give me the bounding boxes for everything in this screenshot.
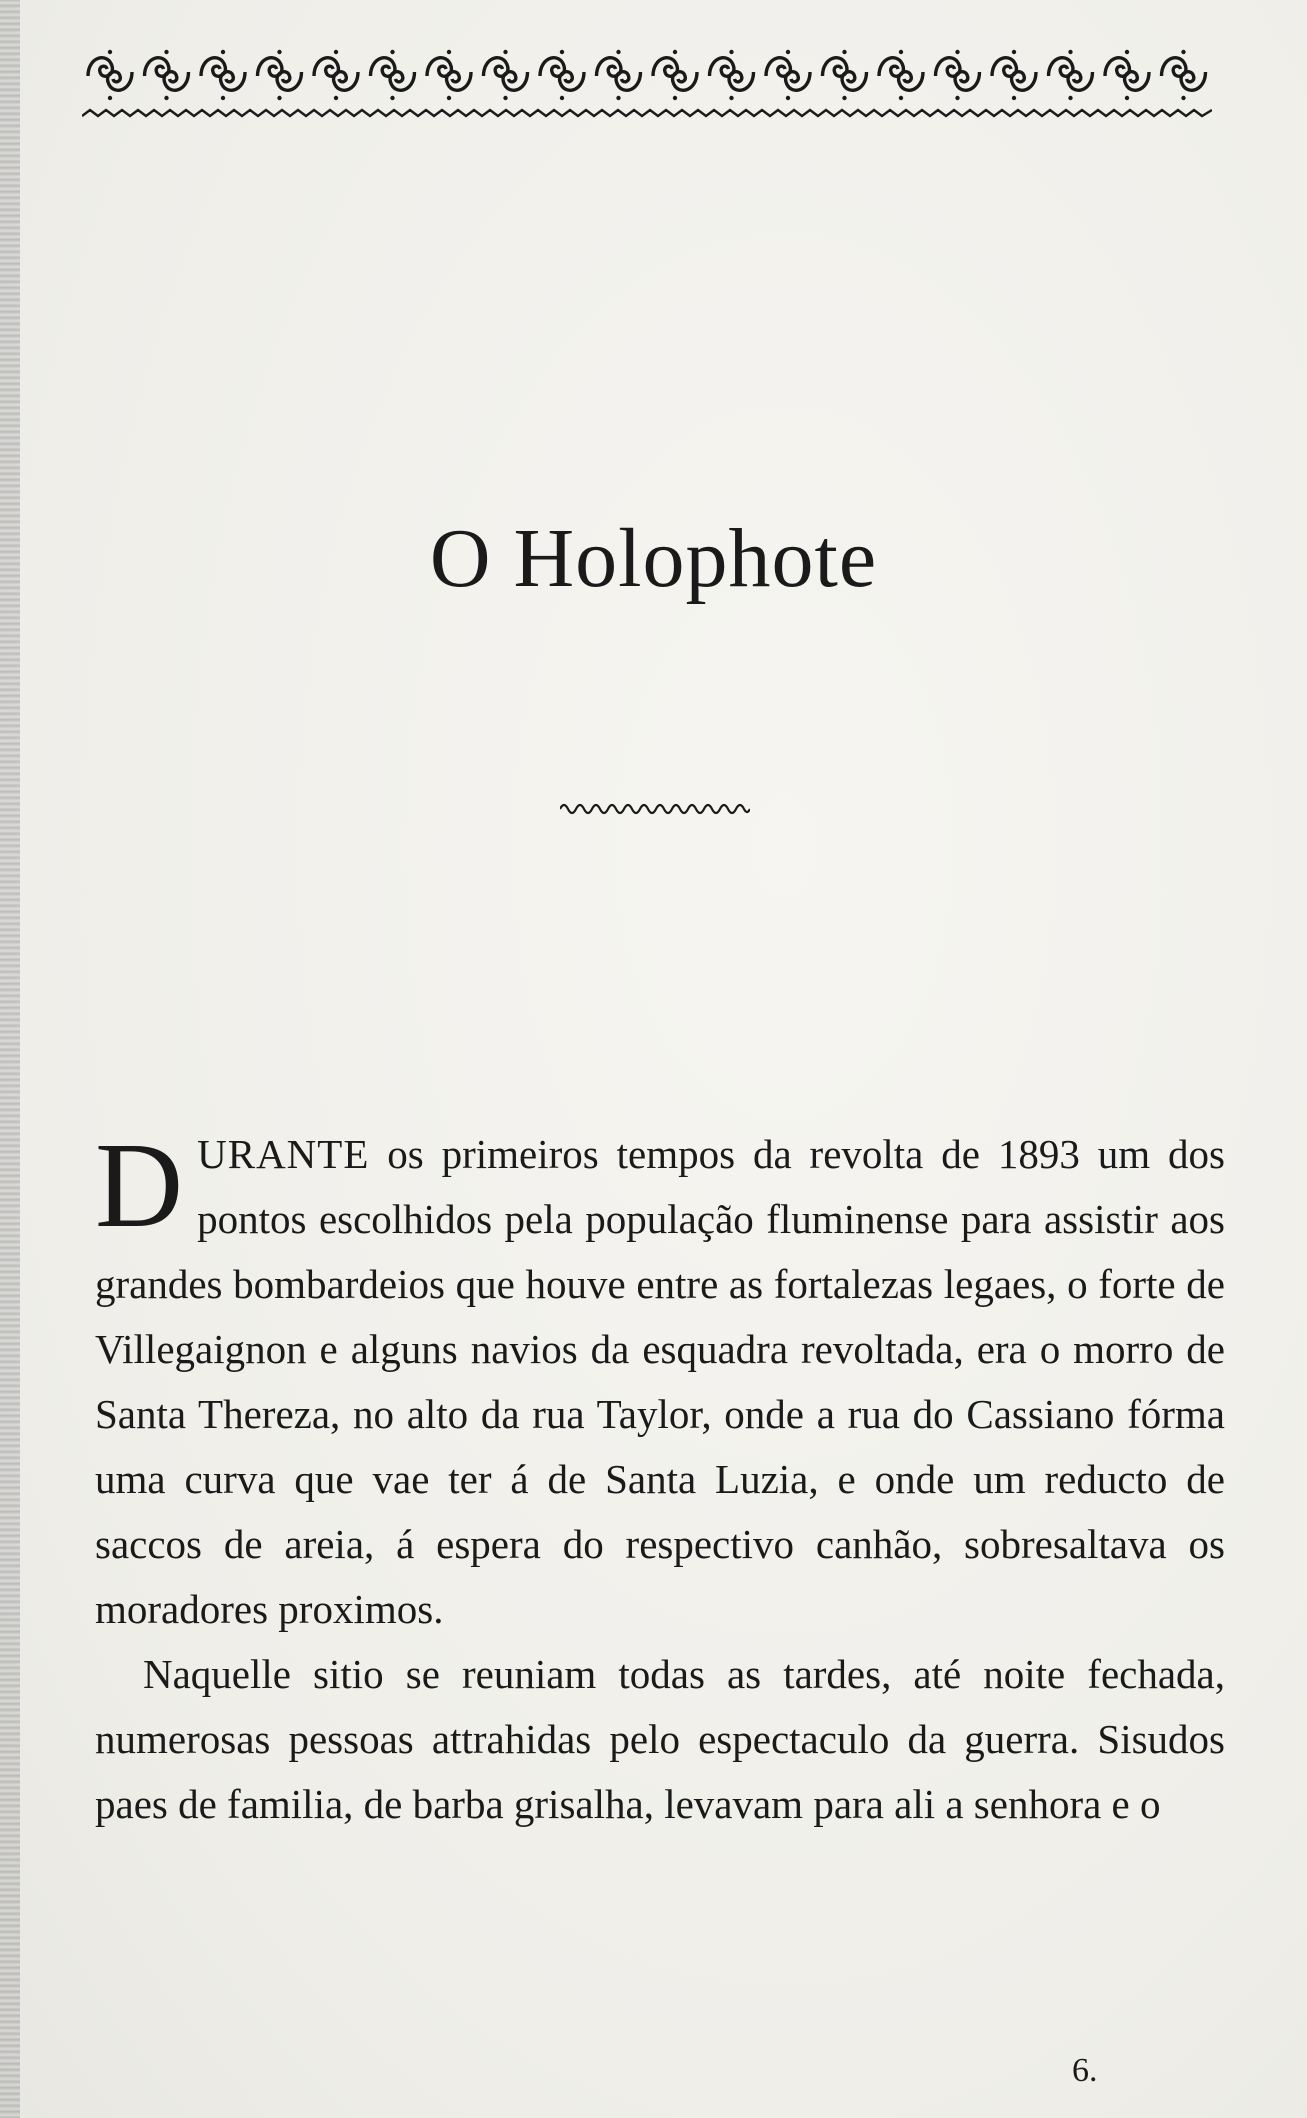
title-ornamental-rule bbox=[560, 797, 750, 817]
opening-word-smallcaps: URANTE bbox=[197, 1131, 370, 1177]
ornamental-header-band bbox=[82, 42, 1212, 124]
page-spine-edge bbox=[0, 0, 20, 2118]
page-number: 6. bbox=[1072, 2052, 1098, 2089]
body-text bbox=[95, 1118, 1225, 1837]
paragraph-2-text: Naquelle sitio se reuniam todas as tardes, até noite fechada, numerosas pessoas attrahidas pelo espectaculo da guerra. Sisudos paes de familia, de barba grisalha, levavam para ali a senhora e o bbox=[95, 1651, 1225, 1827]
paragraph-1 bbox=[95, 1118, 1225, 1642]
paragraph-2 bbox=[95, 1642, 1225, 1837]
chapter-title: O Holophote bbox=[429, 512, 878, 605]
paragraph-1-text: os primeiros tempos da revolta de 1893 um dos pontos escolhidos pela população fluminense para assistir aos grandes bombardeios que houve entre as fortalezas legaes, o forte de Villegaignon e alguns navios da esquadra revoltada, era o morro de Santa Thereza, no alto da rua Taylor, onde a rua do Cassiano fórma uma curva que vae ter á de Santa Luzia, e onde um reducto de saccos de areia, á espera do respectivo canhão, sobresaltava os moradores proximos. bbox=[95, 1131, 1225, 1632]
drop-cap-letter: D bbox=[95, 1118, 184, 1253]
